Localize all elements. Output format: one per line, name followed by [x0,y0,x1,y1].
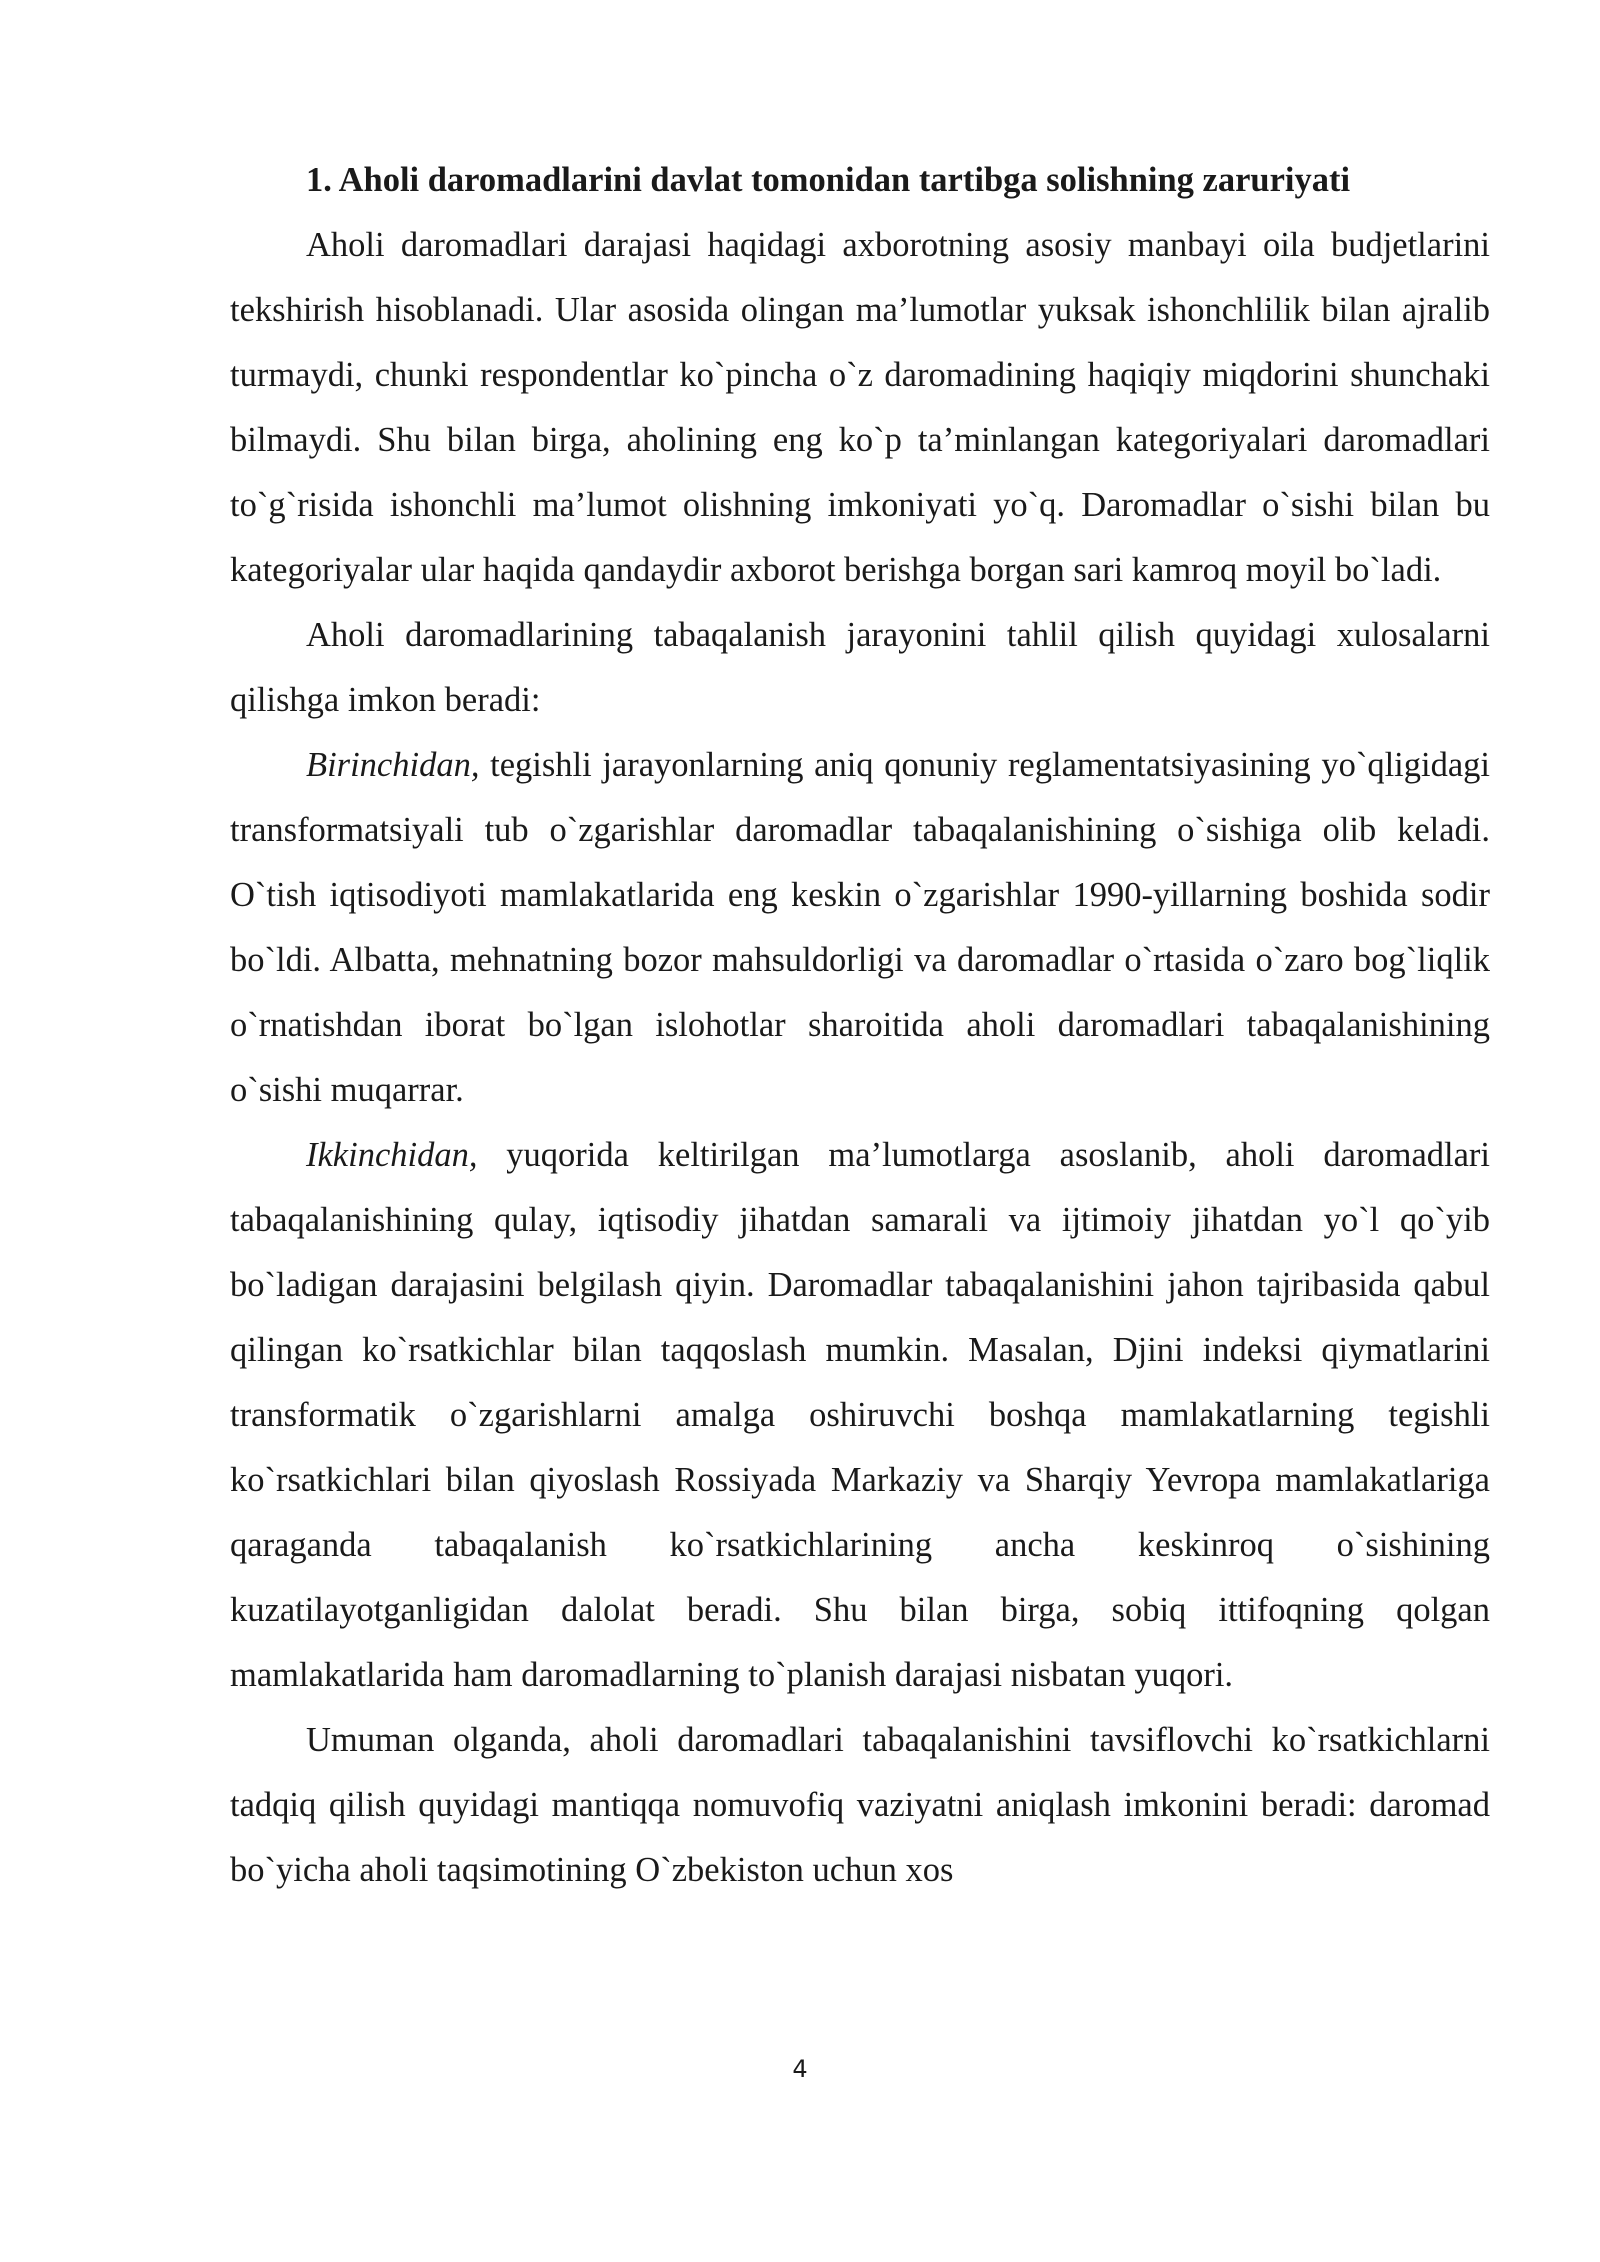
paragraph-lead-italic: Ikkinchidan, [306,1136,478,1174]
paragraph-text: Aholi daromadlari darajasi haqidagi axborotning asosiy manbayi oila budjetlarini tekshirish hisoblanadi. Ular asosida olingan ma’lumotlar yuksak ishonchlilik bilan ajralib turmaydi, chunki respondentlar ko`pincha o`z daromadining haqiqiy miqdorini shunchaki bilmaydi. Shu bilan birga, aholining eng ko`p ta’minlangan kategoriyalari daromadlari to`g`risida ishonchli ma’lumot olishning imkoniyati yo`q. Daromadlar o`sishi bilan bu kategoriyalar ular haqida qandaydir axborot berishga borgan sari kamroq moyil bo`ladi. [230,226,1490,589]
page-content [230,148,1490,1903]
paragraph-text: yuqorida keltirilgan ma’lumotlarga asoslanib, aholi daromadlari tabaqalanishining qulay, iqtisodiy jihatdan samarali va ijtimoiy jihatdan yo`l qo`yib bo`ladigan darajasini belgilash qiyin. Daromadlar tabaqalanishini jahon tajribasida qabul qilingan ko`rsatkichlar bilan taqqoslash mumkin. Masalan, Djini indeksi qiymatlarini transformatik o`zgarishlarni amalga oshiruvchi boshqa mamlakatlarning tegishli ko`rsatkichlari bilan qiyoslash Rossiyada Markaziy va Sharqiy Yevropa mamlakatlariga qaraganda tabaqalanish ko`rsatkichlarining ancha keskinroq o`sishining kuzatilayotganligidan dalolat beradi. Shu bilan birga, sobiq ittifoqning qolgan mamlakatlarida ham daromadlarning to`planish darajasi nisbatan yuqori. [230,1136,1490,1694]
paragraph-2 [230,603,1490,733]
section-heading: 1. Aholi daromadlarini davlat tomonidan tartibga solishning zaruriyati [306,161,1351,199]
paragraph-text: Umuman olganda, aholi daromadlari tabaqalanishini tavsiflovchi ko`rsatkichlarni tadqiq qilish quyidagi mantiqqa nomuvofiq vaziyatni aniqlash imkonini beradi: daromad bo`yicha aholi taqsimotining O`zbekiston uchun xos [230,1721,1490,1889]
paragraph-4 [230,1123,1490,1708]
paragraph-3 [230,733,1490,1123]
page-number: 4 [792,2055,808,2083]
paragraph-text: Aholi daromadlarining tabaqalanish jarayonini tahlil qilish quyidagi xulosalarni qilishga imkon beradi: [230,616,1490,719]
paragraph-text: tegishli jarayonlarning aniq qonuniy reglamentatsiyasining yo`qligidagi transformatsiyali tub o`zgarishlar daromadlar tabaqalanishining o`sishiga olib keladi. O`tish iqtisodiyoti mamlakatlarida eng keskin o`zgarishlar 1990-yillarning boshida sodir bo`ldi. Albatta, mehnatning bozor mahsuldorligi va daromadlar o`rtasida o`zaro bog`liqlik o`rnatishdan iborat bo`lgan islohotlar sharoitida aholi daromadlari tabaqalanishining o`sishi muqarrar. [230,746,1490,1109]
paragraph-1 [230,213,1490,603]
paragraph-lead-italic: Birinchidan, [306,746,480,784]
paragraph-5 [230,1708,1490,1903]
